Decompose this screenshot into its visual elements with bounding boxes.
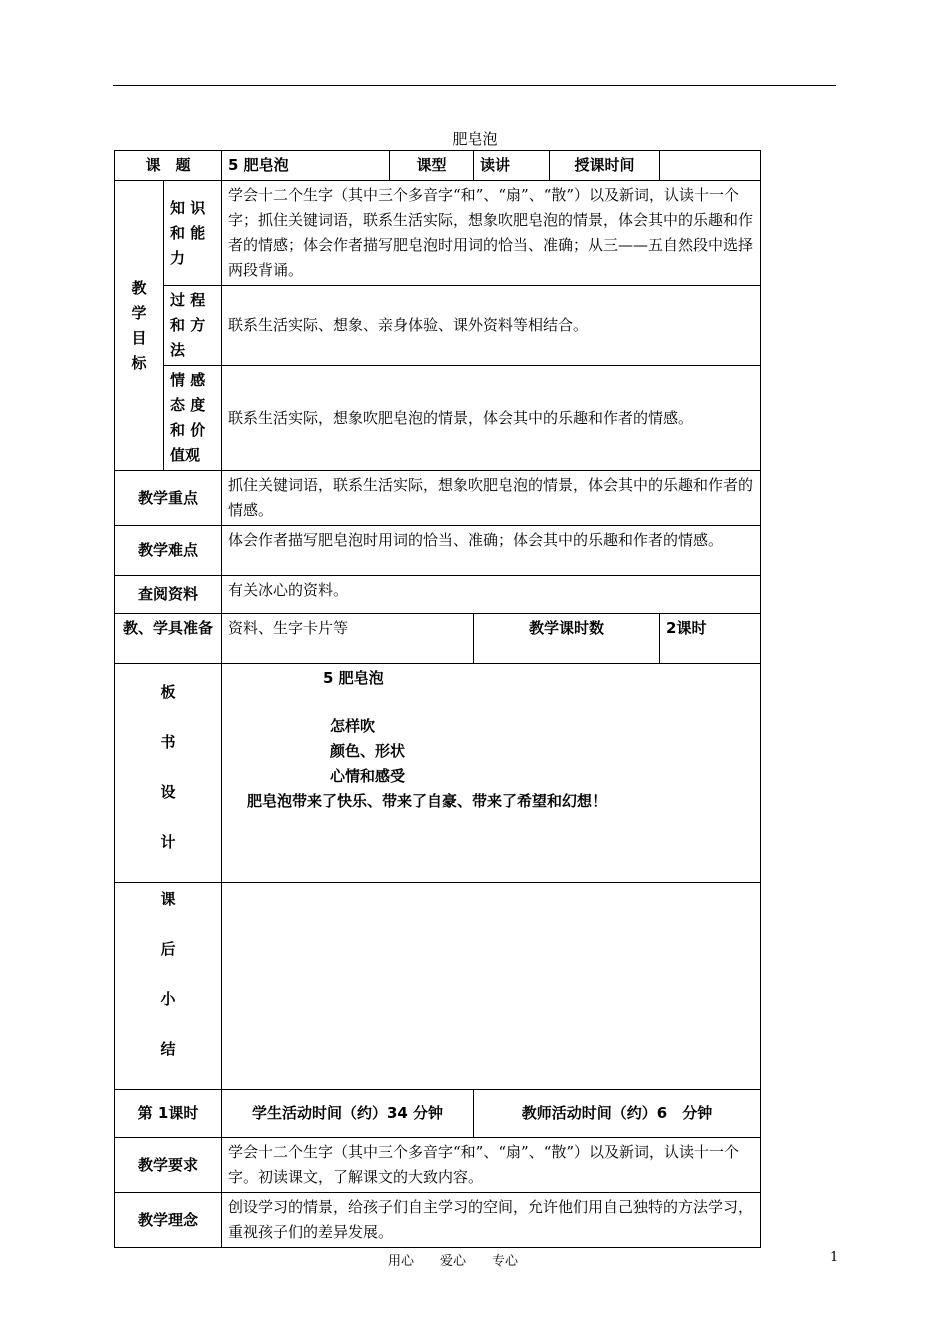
period-label: 第 1课时 [115,1090,222,1138]
philosophy-label: 教学理念 [115,1193,222,1248]
hours-value: 2课时 [660,614,761,664]
page-number: 1 [830,1250,839,1265]
goal-process-row [115,286,761,366]
focus-row [115,471,761,526]
reference-row [115,576,761,614]
knowledge-label: 知 识 和 能 力 [164,181,222,286]
process-label: 过 程 和 方 法 [164,286,222,366]
lesson-plan-table [114,150,761,1248]
time-label: 授课时间 [550,151,660,181]
philosophy-row [115,1193,761,1248]
difficulty-row [115,526,761,576]
emotion-label: 情 感 态 度 和 价 值观 [164,366,222,471]
after-class-text [222,883,761,1090]
lesson-label: 课 题 [115,151,222,181]
requirements-text: 学会十二个生字（其中三个多音字“和”、“扇”、“散”）以及新词，认读十一个字。初读课文，了解课文的大致内容。 [222,1138,761,1193]
board-summary: 肥皂泡带来了快乐、带来了自豪、带来了希望和幻想！ [247,792,608,810]
board-label: 板 书 设 计 [115,664,222,883]
requirements-row [115,1138,761,1193]
process-text: 联系生活实际、想象、亲身体验、课外资料等相结合。 [222,286,761,366]
time-value [660,151,761,181]
board-row [115,664,761,883]
prep-text: 资料、生字卡片等 [222,614,474,664]
header-rule [113,85,836,86]
philosophy-text: 创设学习的情景，给孩子们自主学习的空间，允许他们用自己独特的方法学习，重视孩子们的差异发展。 [222,1193,761,1248]
emotion-text: 联系生活实际，想象吹肥皂泡的情景，体会其中的乐趣和作者的情感。 [222,366,761,471]
goals-label: 教 学 目 标 [115,181,164,471]
difficulty-label: 教学难点 [115,526,222,576]
difficulty-text: 体会作者描写肥皂泡时用词的恰当、准确；体会其中的乐趣和作者的情感。 [222,526,761,576]
focus-text: 抓住关键词语，联系生活实际，想象吹肥皂泡的情景，体会其中的乐趣和作者的情感。 [222,471,761,526]
footer-motto: 用心 爱心 专心 [388,1254,519,1269]
reference-text: 有关冰心的资料。 [222,576,761,614]
header-row [115,151,761,181]
prep-label: 教、学具准备 [115,614,222,664]
board-line: 心情和感受 [330,767,406,785]
board-title: 5 肥皂泡 [323,669,384,687]
period-row [115,1090,761,1138]
board-content [222,664,761,883]
lesson-value: 5 肥皂泡 [222,151,390,181]
board-line: 怎样吹 [330,717,376,735]
type-label: 课型 [390,151,474,181]
teacher-time: 教师活动时间（约）6 分钟 [474,1090,761,1138]
student-time: 学生活动时间（约）34 分钟 [222,1090,474,1138]
reference-label: 查阅资料 [115,576,222,614]
goal-knowledge-row [115,181,761,286]
board-line: 颜色、形状 [330,742,406,760]
type-value: 读讲 [474,151,550,181]
goal-emotion-row [115,366,761,471]
hours-label: 教学课时数 [474,614,660,664]
after-class-row [115,883,761,1090]
prep-row [115,614,761,664]
knowledge-text: 学会十二个生字（其中三个多音字“和”、“扇”、“散”）以及新词，认读十一个字；抓住关键词语，联系生活实际，想象吹肥皂泡的情景，体会其中的乐趣和作者的情感；体会作者描写肥皂泡时用词的恰当、准确；从三——五自然段中选择两段背诵。 [222,181,761,286]
after-class-label: 课 后 小 结 [115,883,222,1090]
document-title: 肥皂泡 [452,130,498,148]
requirements-label: 教学要求 [115,1138,222,1193]
focus-label: 教学重点 [115,471,222,526]
